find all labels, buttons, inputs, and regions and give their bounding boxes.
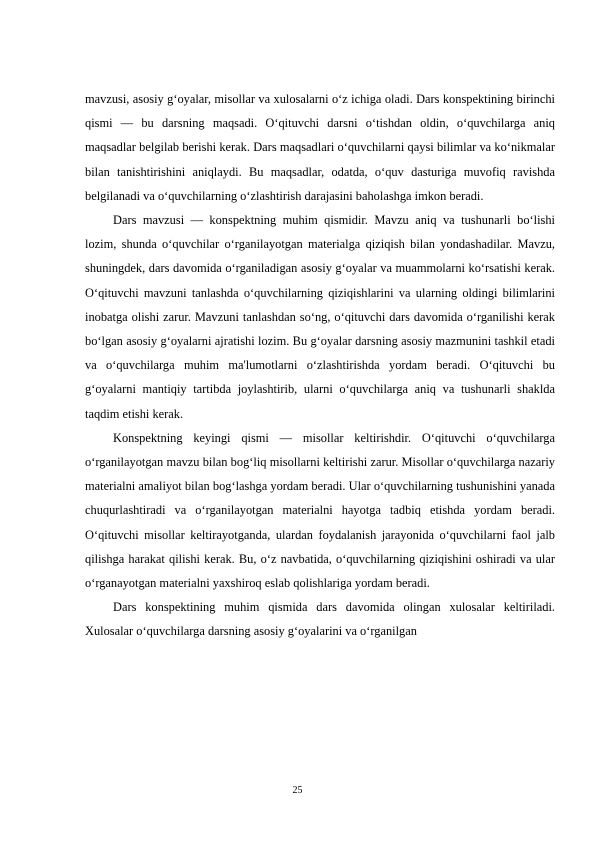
paragraph-continuation: mavzusi, asosiy g‘oyalar, misollar va xulosalarni o‘z ichiga oladi. Dars konspektining birinchi qismi — bu darsning maqsadi. O‘qituvchi darsni o‘tishdan oldin, o‘quvchilarga aniq maqsadlar belgilab berishi kerak. Dars maqsadlari o‘quvchilarni qaysi bilimlar va ko‘nikmalar bilan tanishtirishini aniqlaydi. Bu maqsadlar, odatda, o‘quv dasturiga muvofiq ravishda belgilanadi va o‘quvchilarning o‘zlashtirish darajasini baholashga imkon beradi. [85, 92, 555, 203]
paragraph-conclusions: Dars konspektining muhim qismida dars davomida olingan xulosalar keltiriladi. Xulosalar o‘quvchilarga darsning asosiy g‘oyalarini va o‘rganilgan [85, 600, 555, 639]
paragraph-lesson-topic: Dars mavzusi — konspektning muhim qismidir. Mavzu aniq va tushunarli bo‘lishi lozim, shunda o‘quvchilar o‘rganilayotgan materialga qiziqish bilan yondashadilar. Mavzu, shuningdek, dars davomida o‘rganiladigan asosiy g‘oyalar va muammolarni ko‘rsatishi kerak. O‘qituvchi mavzuni tanlashda o‘quvchilarning qiziqishlarini va ularning oldingi bilimlarini inobatga olishi zarur. Mavzuni tanlashdan so‘ng, o‘qituvchi dars davomida o‘rganilishi kerak bo‘lgan asosiy g‘oyalarni ajratishi lozim. Bu g‘oyalar darsning asosiy mazmunini tashkil etadi va o‘quvchilarga muhim ma'lumotlarni o‘zlashtirishda yordam beradi. O‘qituvchi bu g‘oyalarni mantiqiy tartibda joylashtirib, ularni o‘quvchilarga aniq va tushunarli shaklda taqdim etishi kerak. [85, 213, 555, 421]
page-number: 25 [292, 785, 303, 796]
paragraph-examples: Konspektning keyingi qismi — misollar keltirishdir. O‘qituvchi o‘quvchilarga o‘rganilayotgan mavzu bilan bog‘liq misollarni keltirishi zarur. Misollar o‘quvchilarga nazariy materialni amaliyot bilan bog‘lashga yordam beradi. Ular o‘quvchilarning tushunishini yanada chuqurlashtiradi va o‘rganilayotgan materialni hayotga tadbiq etishda yordam beradi. O‘qituvchi misollar keltirayotganda, ulardan foydalanish jarayonida o‘quvchilarni faol jalb qilishga harakat qilishi kerak. Bu, o‘z navbatida, o‘quvchilarning qiziqishini oshiradi va ular o‘rganayotgan materialni yaxshiroq eslab qolishlariga yordam beradi. [85, 430, 555, 591]
document-body [85, 87, 555, 644]
